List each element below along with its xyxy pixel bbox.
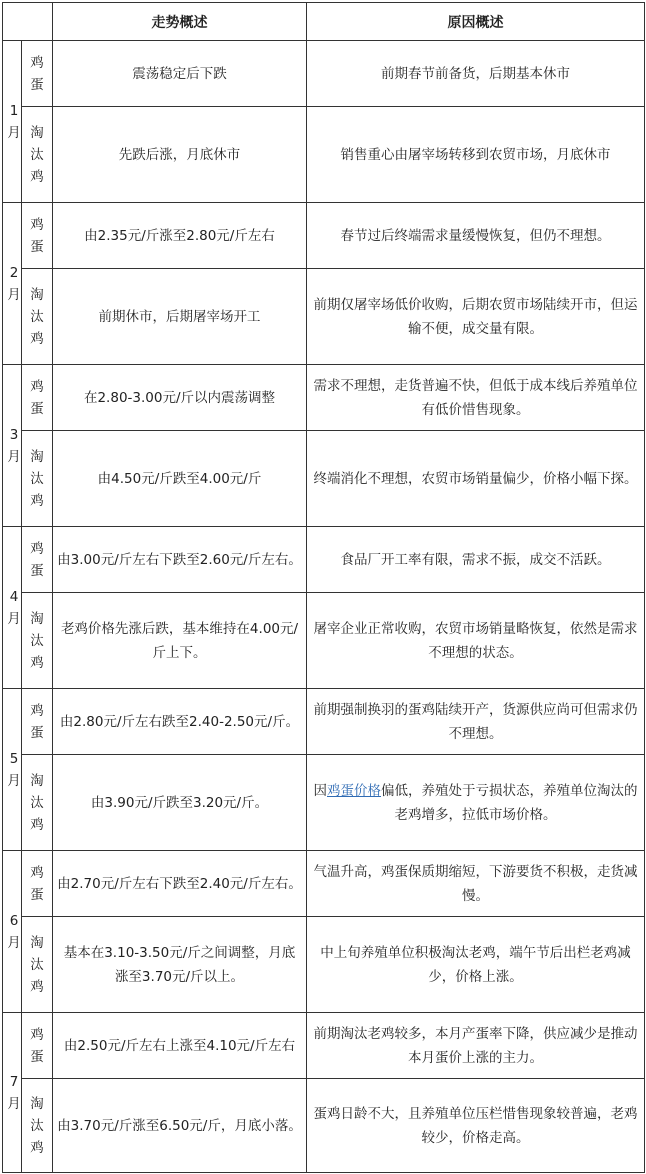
trend-cell: 前期休市，后期屠宰场开工 xyxy=(53,269,307,365)
reason-cell: 终端消化不理想，农贸市场销量偏少，价格小幅下探。 xyxy=(307,431,645,527)
reason-cell: 蛋鸡日龄不大，且养殖单位压栏惜售现象较普遍，老鸡较少，价格走高。 xyxy=(307,1079,645,1173)
trend-cell: 由4.50元/斤跌至4.00元/斤 xyxy=(53,431,307,527)
trend-cell: 由3.00元/斤左右下跌至2.60元/斤左右。 xyxy=(53,527,307,593)
reason-cell: 食品厂开工率有限，需求不振，成交不活跃。 xyxy=(307,527,645,593)
header-reason: 原因概述 xyxy=(307,3,645,41)
table-row xyxy=(3,755,645,851)
category-cell: 鸡蛋 xyxy=(22,851,53,917)
month-cell: 5月 xyxy=(3,689,22,851)
reason-rest: 偏低，养殖处于亏损状态，养殖单位淘汰的老鸡增多，拉低市场价格。 xyxy=(381,782,638,823)
table-row xyxy=(3,593,645,689)
reason-cell: 销售重心由屠宰场转移到农贸市场，月底休市 xyxy=(307,107,645,203)
month-cell: 1月 xyxy=(3,41,22,203)
trend-cell: 震荡稳定后下跌 xyxy=(53,41,307,107)
table-row xyxy=(3,1079,645,1173)
category-cell: 鸡蛋 xyxy=(22,1013,53,1079)
trend-cell: 先跌后涨，月底休市 xyxy=(53,107,307,203)
table-row xyxy=(3,431,645,527)
month-cell: 7月 xyxy=(3,1013,22,1173)
egg-price-summary-table xyxy=(2,2,645,1173)
header-trend: 走势概述 xyxy=(53,3,307,41)
category-cell: 淘汰鸡 xyxy=(22,917,53,1013)
table-row xyxy=(3,269,645,365)
month-cell: 6月 xyxy=(3,851,22,1013)
category-cell: 淘汰鸡 xyxy=(22,107,53,203)
trend-cell: 由2.35元/斤涨至2.80元/斤左右 xyxy=(53,203,307,269)
category-cell: 淘汰鸡 xyxy=(22,593,53,689)
reason-cell: 前期淘汰老鸡较多，本月产蛋率下降，供应减少是推动本月蛋价上涨的主力。 xyxy=(307,1013,645,1079)
trend-cell: 由3.90元/斤跌至3.20元/斤。 xyxy=(53,755,307,851)
month-cell: 4月 xyxy=(3,527,22,689)
category-cell: 淘汰鸡 xyxy=(22,269,53,365)
reason-cell xyxy=(307,755,645,851)
category-cell: 鸡蛋 xyxy=(22,41,53,107)
trend-cell: 由2.50元/斤左右上涨至4.10元/斤左右 xyxy=(53,1013,307,1079)
category-cell: 鸡蛋 xyxy=(22,203,53,269)
reason-cell: 春节过后终端需求量缓慢恢复，但仍不理想。 xyxy=(307,203,645,269)
table-row xyxy=(3,41,645,107)
month-cell: 2月 xyxy=(3,203,22,365)
reason-cell: 需求不理想，走货普遍不快，但低于成本线后养殖单位有低价惜售现象。 xyxy=(307,365,645,431)
table-row xyxy=(3,527,645,593)
month-cell: 3月 xyxy=(3,365,22,527)
category-cell: 淘汰鸡 xyxy=(22,431,53,527)
category-cell: 鸡蛋 xyxy=(22,527,53,593)
trend-cell: 在2.80-3.00元/斤以内震荡调整 xyxy=(53,365,307,431)
trend-cell: 老鸡价格先涨后跌，基本维持在4.00元/斤上下。 xyxy=(53,593,307,689)
table-row xyxy=(3,107,645,203)
trend-cell: 由2.70元/斤左右下跌至2.40元/斤左右。 xyxy=(53,851,307,917)
trend-cell: 由3.70元/斤涨至6.50元/斤，月底小落。 xyxy=(53,1079,307,1173)
trend-cell: 基本在3.10-3.50元/斤之间调整，月底涨至3.70元/斤以上。 xyxy=(53,917,307,1013)
table-row xyxy=(3,917,645,1013)
reason-prefix: 因 xyxy=(313,782,327,799)
category-cell: 淘汰鸡 xyxy=(22,755,53,851)
category-cell: 淘汰鸡 xyxy=(22,1079,53,1173)
table-row xyxy=(3,1013,645,1079)
reason-cell: 前期春节前备货，后期基本休市 xyxy=(307,41,645,107)
table-row xyxy=(3,365,645,431)
reason-cell: 前期仅屠宰场低价收购，后期农贸市场陆续开市，但运输不便，成交量有限。 xyxy=(307,269,645,365)
reason-cell: 中上旬养殖单位积极淘汰老鸡，端午节后出栏老鸡减少，价格上涨。 xyxy=(307,917,645,1013)
egg-price-link[interactable]: 鸡蛋价格 xyxy=(327,782,381,799)
reason-cell: 气温升高，鸡蛋保质期缩短，下游要货不积极，走货减慢。 xyxy=(307,851,645,917)
reason-cell: 前期强制换羽的蛋鸡陆续开产，货源供应尚可但需求仍不理想。 xyxy=(307,689,645,755)
reason-cell: 屠宰企业正常收购，农贸市场销量略恢复，依然是需求不理想的状态。 xyxy=(307,593,645,689)
category-cell: 鸡蛋 xyxy=(22,365,53,431)
trend-cell: 由2.80元/斤左右跌至2.40-2.50元/斤。 xyxy=(53,689,307,755)
header-corner xyxy=(3,3,53,41)
table-row xyxy=(3,203,645,269)
category-cell: 鸡蛋 xyxy=(22,689,53,755)
table-row xyxy=(3,851,645,917)
header-row xyxy=(3,3,645,41)
table-row xyxy=(3,689,645,755)
